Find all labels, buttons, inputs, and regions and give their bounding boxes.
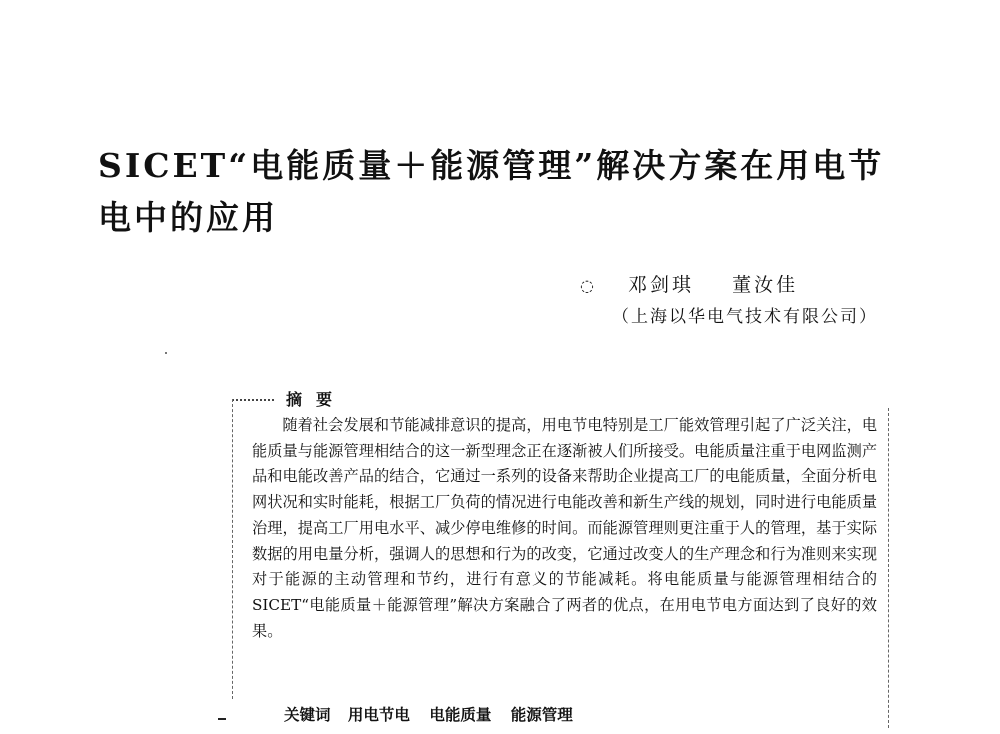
abstract-box [232,384,887,734]
author-line [580,270,798,297]
keywords-label: 关键词 [284,706,331,724]
keyword: 电能质量 [429,706,492,724]
abstract-heading: 摘要 [286,390,347,409]
author-circle-icon: ◌ [580,276,597,295]
box-border-left [232,399,233,699]
scan-speck [165,352,167,354]
keywords-line [284,703,587,725]
paper-title: SICET“电能质量＋能源管理”解决方案在用电节电中的应用 [98,146,885,237]
author-name: 董汝佳 [732,274,799,296]
box-border-right [888,408,889,728]
abstract-body: 随着社会发展和节能减排意识的提高，用电节电特别是工厂能效管理引起了广泛关注，电能质量与能源管理相结合的这一新型理念正在逐渐被人们所接受。电能质量注重于电网监测产品和电能改善产品的结合，它通过一系列的设备来帮助企业提高工厂的电能质量，全面分析电网状况和实时能耗，根据工厂负荷的情况进行电能改善和新生产线的规划，同时进行电能质量治理，提高工厂用电水平、减少停电维修的时间。而能源管理则更注重于人的管理，基于实际数据的用电量分析，强调人的思想和行为的改变，它通过改变人的生产理念和行为准则来实现对于能源的主动管理和节约，进行有意义的节能减耗。将电能质量与能源管理相结合的SICET“电能质量＋能源管理”解决方案融合了两者的优点，在用电节电方面达到了良好的效果。 [252,416,877,640]
margin-mark [218,718,226,720]
keyword: 能源管理 [510,706,573,724]
author-name: 邓剑琪 [628,274,695,296]
author-affiliation: （上海以华电气技术有限公司） [612,307,878,327]
box-border-top [232,399,274,401]
keyword: 用电节电 [347,706,410,724]
